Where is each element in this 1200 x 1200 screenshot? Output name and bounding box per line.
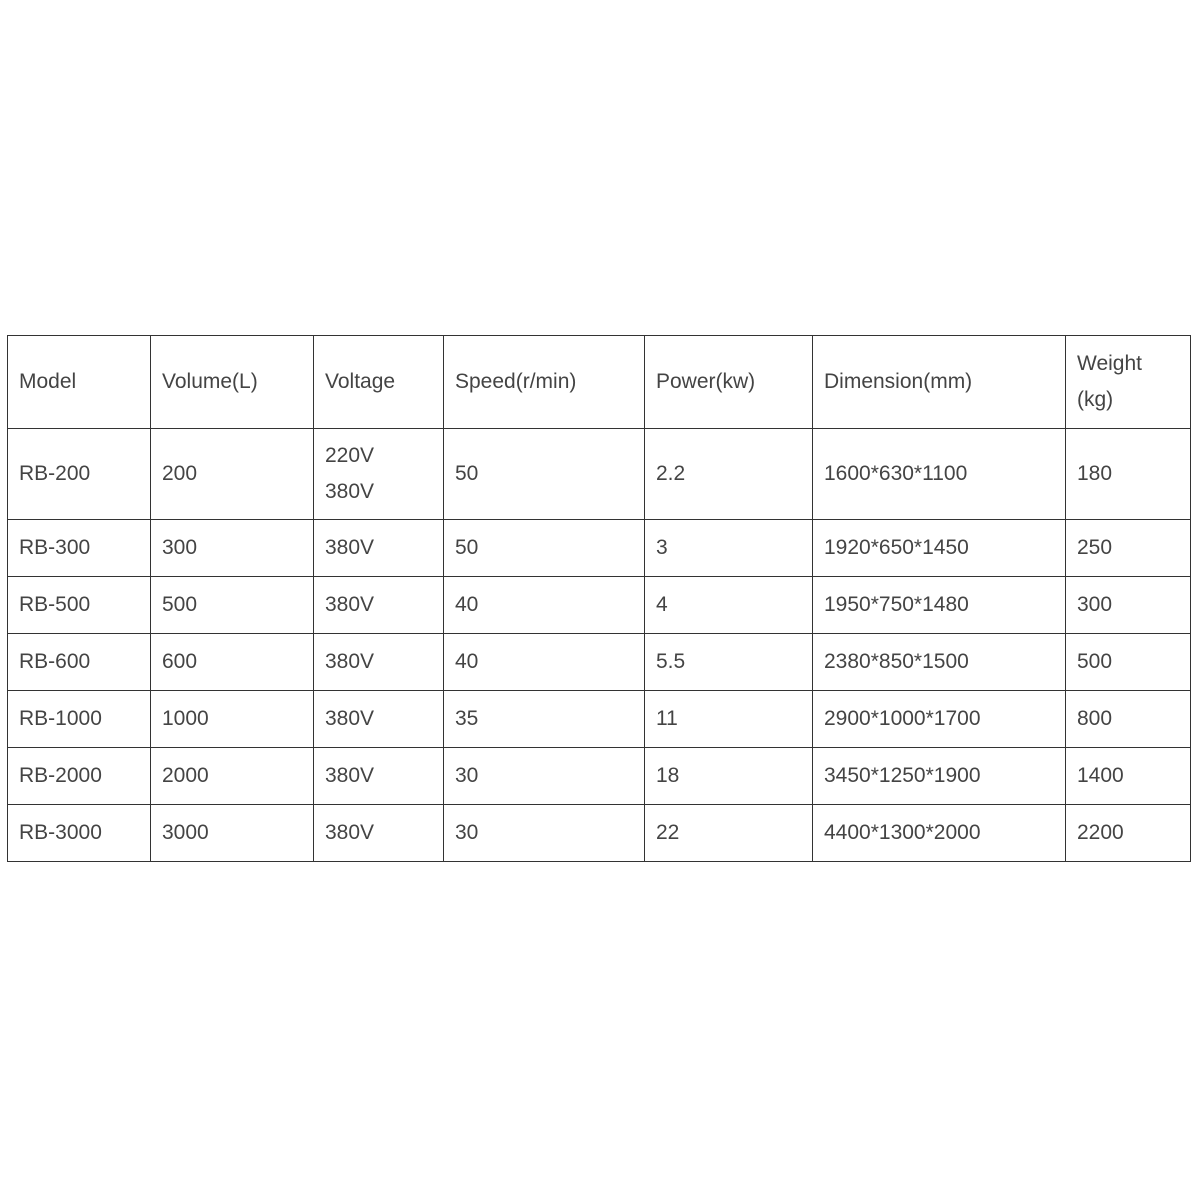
cell-speed: 40: [444, 577, 645, 634]
table-row: [8, 634, 1191, 691]
cell-volume: 500: [151, 577, 314, 634]
cell-voltage: 380V: [314, 634, 444, 691]
cell-volume: 2000: [151, 748, 314, 805]
cell-weight: 800: [1066, 691, 1191, 748]
cell-power: 5.5: [645, 634, 813, 691]
cell-speed: 35: [444, 691, 645, 748]
cell-volume: 200: [151, 429, 314, 520]
cell-voltage: 380V: [314, 805, 444, 862]
header-dimension: Dimension(mm): [813, 336, 1066, 429]
header-weight: [1066, 336, 1191, 429]
header-model: Model: [8, 336, 151, 429]
cell-weight: 250: [1066, 520, 1191, 577]
cell-power: 22: [645, 805, 813, 862]
cell-volume: 3000: [151, 805, 314, 862]
cell-speed: 50: [444, 520, 645, 577]
table-row: [8, 429, 1191, 520]
cell-model: RB-500: [8, 577, 151, 634]
table-row: [8, 577, 1191, 634]
cell-dimension: 1600*630*1100: [813, 429, 1066, 520]
header-weight-line-1: Weight: [1077, 352, 1142, 375]
cell-weight: 180: [1066, 429, 1191, 520]
cell-voltage: [314, 429, 444, 520]
cell-speed: 30: [444, 805, 645, 862]
cell-power: 3: [645, 520, 813, 577]
cell-model: RB-300: [8, 520, 151, 577]
cell-weight: 500: [1066, 634, 1191, 691]
cell-model: RB-2000: [8, 748, 151, 805]
cell-speed: 50: [444, 429, 645, 520]
cell-voltage: 380V: [314, 748, 444, 805]
cell-dimension: 1920*650*1450: [813, 520, 1066, 577]
header-power: Power(kw): [645, 336, 813, 429]
table-row: [8, 748, 1191, 805]
header-weight-line-2: (kg): [1077, 388, 1114, 411]
table-row: [8, 520, 1191, 577]
cell-volume: 600: [151, 634, 314, 691]
cell-dimension: 1950*750*1480: [813, 577, 1066, 634]
cell-power: 2.2: [645, 429, 813, 520]
cell-voltage-line-1: 220V: [325, 444, 375, 467]
cell-dimension: 4400*1300*2000: [813, 805, 1066, 862]
header-speed: Speed(r/min): [444, 336, 645, 429]
cell-power: 4: [645, 577, 813, 634]
cell-weight: 300: [1066, 577, 1191, 634]
cell-power: 11: [645, 691, 813, 748]
cell-weight: 1400: [1066, 748, 1191, 805]
cell-model: RB-600: [8, 634, 151, 691]
table-header-row: [8, 336, 1191, 429]
cell-voltage: 380V: [314, 691, 444, 748]
cell-dimension: 2900*1000*1700: [813, 691, 1066, 748]
spec-table: [7, 335, 1191, 862]
cell-model: RB-3000: [8, 805, 151, 862]
cell-dimension: 3450*1250*1900: [813, 748, 1066, 805]
cell-weight: 2200: [1066, 805, 1191, 862]
cell-speed: 30: [444, 748, 645, 805]
cell-model: RB-200: [8, 429, 151, 520]
table-row: [8, 691, 1191, 748]
header-voltage: Voltage: [314, 336, 444, 429]
cell-voltage-line-2: 380V: [325, 480, 375, 503]
cell-volume: 1000: [151, 691, 314, 748]
cell-voltage: 380V: [314, 520, 444, 577]
cell-power: 18: [645, 748, 813, 805]
cell-model: RB-1000: [8, 691, 151, 748]
table-row: [8, 805, 1191, 862]
cell-voltage: 380V: [314, 577, 444, 634]
cell-dimension: 2380*850*1500: [813, 634, 1066, 691]
cell-volume: 300: [151, 520, 314, 577]
cell-speed: 40: [444, 634, 645, 691]
header-volume: Volume(L): [151, 336, 314, 429]
